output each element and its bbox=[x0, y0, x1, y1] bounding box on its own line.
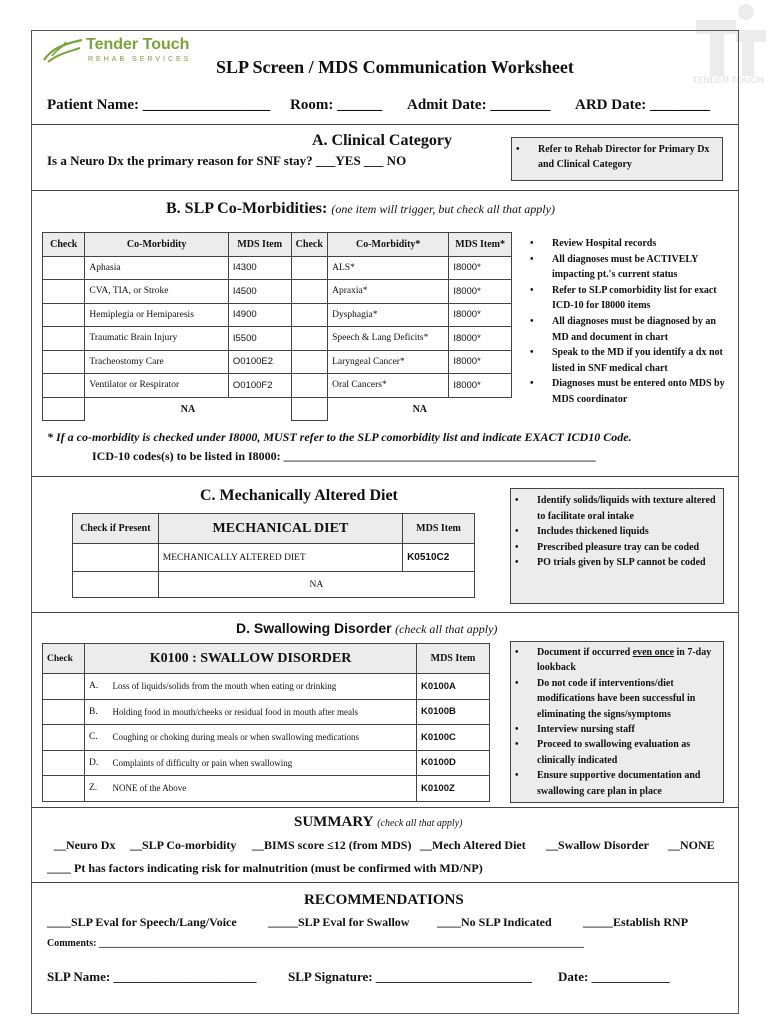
rec-no-slp[interactable]: ____No SLP Indicated bbox=[437, 915, 552, 929]
section-b-subtitle: (one item will trigger, but check all that apply) bbox=[331, 202, 555, 216]
date-field[interactable]: Date: ____________ bbox=[558, 969, 670, 984]
neuro-dx-question[interactable]: Is a Neuro Dx the primary reason for SNF stay? ___YES ___ NO bbox=[47, 153, 407, 168]
comorbidity: Aphasia bbox=[85, 256, 228, 280]
na-left[interactable]: NA bbox=[180, 403, 196, 415]
mds-item: K0510C2 bbox=[403, 544, 475, 572]
comorbidity-table bbox=[42, 232, 512, 421]
row-letter: C. bbox=[85, 725, 109, 751]
check-box[interactable] bbox=[73, 572, 159, 598]
na-option[interactable]: NA bbox=[158, 572, 474, 598]
icd-footnote: * If a co-morbidity is checked under I8000, MUST refer to the SLP comorbidity list and indicate EXACT ICD10 Code. bbox=[47, 430, 632, 444]
table-row bbox=[43, 256, 512, 280]
comorbidity: Laryngeal Cancer* bbox=[328, 350, 449, 374]
col-check-if-present: Check if Present bbox=[73, 514, 159, 544]
comorbidity: Hemiplegia or Hemiparesis bbox=[85, 303, 228, 327]
section-b-heading bbox=[166, 200, 555, 218]
na-row bbox=[73, 572, 475, 598]
slp-signature-field[interactable]: SLP Signature: ________________________ bbox=[288, 969, 532, 984]
col-comorbidity: Co-Morbidity bbox=[85, 233, 228, 257]
guideline-item: • Speak to the MD if you identify a dx not listed in SNF medical chart bbox=[526, 345, 726, 376]
section-a-note-box bbox=[511, 137, 723, 181]
col-check-2: Check bbox=[291, 233, 328, 257]
check-box[interactable] bbox=[43, 256, 85, 280]
summary-mech-altered-diet[interactable]: __Mech Altered Diet bbox=[420, 838, 526, 852]
comments-field[interactable]: Comments: _________________________________________________________________________________________________ bbox=[47, 938, 584, 949]
check-box[interactable] bbox=[43, 350, 85, 374]
disorder-text: Complaints of difficulty or pain when swallowing bbox=[109, 750, 417, 776]
table-row bbox=[43, 699, 490, 725]
summary-none[interactable]: __NONE bbox=[668, 838, 715, 852]
section-d-subtitle: (check all that apply) bbox=[395, 622, 498, 636]
section-c-title: C. Mechanically Altered Diet bbox=[200, 487, 398, 504]
table-row bbox=[43, 776, 490, 802]
comorbidity: Traumatic Brain Injury bbox=[85, 327, 228, 351]
guideline-item: • Refer to SLP comorbidity list for exact ICD-10 for I8000 items bbox=[526, 283, 726, 314]
guideline-item: • Interview nursing staff bbox=[511, 722, 721, 737]
guideline-item: • Includes thickened liquids bbox=[511, 524, 721, 540]
table-row bbox=[43, 374, 512, 398]
summary-slp-comorbidity[interactable]: __SLP Co-morbidity bbox=[130, 838, 237, 852]
check-box[interactable] bbox=[43, 776, 85, 802]
page-title: SLP Screen / MDS Communication Worksheet bbox=[216, 57, 574, 77]
divider bbox=[31, 882, 739, 883]
malnutrition-risk[interactable]: ____ Pt has factors indicating risk for malnutrition (must be confirmed with MD/NP) bbox=[47, 861, 483, 875]
table-row bbox=[73, 544, 475, 572]
mds-item: K0100B bbox=[417, 699, 490, 725]
comorbidity: Speech & Lang Deficits* bbox=[328, 327, 449, 351]
section-b-title: B. SLP Co-Morbidities: bbox=[166, 200, 328, 217]
rec-swallow-eval[interactable]: _____SLP Eval for Swallow bbox=[268, 915, 410, 929]
table-row bbox=[43, 350, 512, 374]
check-box[interactable] bbox=[43, 750, 85, 776]
summary-bims-score[interactable]: __BIMS score ≤12 (from MDS) bbox=[252, 838, 412, 852]
comorbidity: ALS* bbox=[328, 256, 449, 280]
check-box[interactable] bbox=[291, 397, 328, 421]
check-box[interactable] bbox=[43, 674, 85, 700]
mechanical-diet-table bbox=[72, 513, 475, 598]
section-a-title: A. Clinical Category bbox=[312, 132, 452, 149]
comorbidity: Oral Cancers* bbox=[328, 374, 449, 398]
mds-item: I8000* bbox=[449, 374, 512, 398]
table-row bbox=[43, 327, 512, 351]
disorder-text: Holding food in mouth/cheeks or residual food in mouth after meals bbox=[109, 699, 417, 725]
col-swallow-disorder: K0100 : SWALLOW DISORDER bbox=[85, 644, 417, 674]
guideline-item: • PO trials given by SLP cannot be coded bbox=[511, 555, 721, 571]
table-row bbox=[43, 750, 490, 776]
table-row bbox=[43, 725, 490, 751]
table-row bbox=[43, 303, 512, 327]
guideline-item: • Identify solids/liquids with texture altered to facilitate oral intake bbox=[511, 493, 721, 524]
check-box[interactable] bbox=[291, 303, 328, 327]
col-mds-item: MDS Item bbox=[403, 514, 475, 544]
section-d-title: D. Swallowing Disorder bbox=[236, 620, 392, 636]
section-b-guidelines bbox=[526, 236, 726, 408]
guideline-item: • All diagnoses must be ACTIVELY impacting pt.'s current status bbox=[526, 252, 726, 283]
check-box[interactable] bbox=[291, 280, 328, 304]
col-mds-item-2: MDS Item* bbox=[449, 233, 512, 257]
mds-item: I4900 bbox=[228, 303, 291, 327]
section-d-heading bbox=[236, 620, 497, 638]
swallow-disorder-table bbox=[42, 643, 490, 802]
divider bbox=[31, 190, 739, 191]
comorbidity: Dysphagia* bbox=[328, 303, 449, 327]
check-box[interactable] bbox=[43, 397, 85, 421]
summary-swallow-disorder[interactable]: __Swallow Disorder bbox=[546, 838, 649, 852]
divider bbox=[31, 124, 739, 125]
col-mds-item: MDS Item bbox=[228, 233, 291, 257]
logo-tagline: REHAB SERVICES bbox=[88, 56, 192, 63]
guideline-item: • Proceed to swallowing evaluation as clinically indicated bbox=[511, 737, 721, 768]
disorder-text: Coughing or choking during meals or when swallowing medications bbox=[109, 725, 417, 751]
col-check: Check bbox=[43, 644, 85, 674]
recommendations-title: RECOMMENDATIONS bbox=[304, 892, 464, 908]
rec-establish-rnp[interactable]: _____Establish RNP bbox=[583, 915, 689, 929]
mds-item: I4300 bbox=[228, 256, 291, 280]
admit-date-field[interactable]: Admit Date: ________ bbox=[407, 97, 551, 113]
comorbidity: Ventilator or Respirator bbox=[85, 374, 228, 398]
mds-item: I8000* bbox=[449, 303, 512, 327]
divider bbox=[31, 476, 739, 477]
mds-item: I8000* bbox=[449, 350, 512, 374]
section-a-note: • Refer to Rehab Director for Primary Dx and Clinical Category bbox=[512, 142, 717, 172]
rec-speech-eval[interactable]: ____SLP Eval for Speech/Lang/Voice bbox=[47, 915, 237, 929]
col-mechanical-diet: MECHANICAL DIET bbox=[158, 514, 402, 544]
summary-title: SUMMARY bbox=[294, 814, 374, 830]
check-box[interactable] bbox=[43, 303, 85, 327]
check-box[interactable] bbox=[73, 544, 159, 572]
slp-name-field[interactable]: SLP Name: ______________________ bbox=[47, 969, 257, 984]
col-mds-item: MDS Item bbox=[417, 644, 490, 674]
guideline-item: • Review Hospital records bbox=[526, 236, 726, 252]
mds-item: I5500 bbox=[228, 327, 291, 351]
check-box[interactable] bbox=[43, 725, 85, 751]
check-box[interactable] bbox=[43, 699, 85, 725]
mds-item: O0100F2 bbox=[228, 374, 291, 398]
mds-item: I8000* bbox=[449, 280, 512, 304]
na-right[interactable]: NA bbox=[412, 403, 428, 415]
mds-item: O0100E2 bbox=[228, 350, 291, 374]
comorbidity: CVA, TIA, or Stroke bbox=[85, 280, 228, 304]
mds-item: K0100C bbox=[417, 725, 490, 751]
watermark-text: TENDER TOUCH bbox=[692, 75, 764, 85]
icd-codes-field[interactable]: ICD-10 codes(s) to be listed in I8000: ____________________________________________________ bbox=[92, 449, 596, 463]
check-box[interactable] bbox=[291, 327, 328, 351]
mds-item: I8000* bbox=[449, 327, 512, 351]
row-letter: B. bbox=[85, 699, 109, 725]
summary-neuro-dx[interactable]: __Neuro Dx bbox=[54, 838, 116, 852]
check-box[interactable] bbox=[291, 374, 328, 398]
row-letter: D. bbox=[85, 750, 109, 776]
mds-item: I4500 bbox=[228, 280, 291, 304]
comorbidity: Tracheostomy Care bbox=[85, 350, 228, 374]
section-c-guidelines-box bbox=[510, 488, 724, 604]
guideline-emphasis: even once bbox=[632, 647, 675, 658]
col-check: Check bbox=[43, 233, 85, 257]
guideline-item: • All diagnoses must be diagnosed by an MD and document in chart bbox=[526, 314, 726, 345]
disorder-text: NONE of the Above bbox=[109, 776, 417, 802]
leaf-logo-icon bbox=[42, 38, 84, 64]
guideline-text: in 7-day lookback bbox=[537, 647, 712, 674]
mds-item: K0100A bbox=[417, 674, 490, 700]
summary-heading bbox=[294, 814, 462, 831]
guideline-item: • Do not code if interventions/diet modifications have been successful in eliminating the signs/symptoms bbox=[511, 676, 721, 722]
summary-subtitle: (check all that apply) bbox=[377, 818, 463, 829]
table-row bbox=[43, 280, 512, 304]
guideline-item: • Diagnoses must be entered onto MDS by MDS coordinator bbox=[526, 376, 726, 407]
check-box[interactable] bbox=[291, 350, 328, 374]
diet-label: MECHANICALLY ALTERED DIET bbox=[158, 544, 402, 572]
mds-item: K0100D bbox=[417, 750, 490, 776]
patient-name-field[interactable]: Patient Name: _________________ bbox=[47, 97, 271, 113]
ard-date-field[interactable]: ARD Date: ________ bbox=[575, 97, 710, 113]
row-letter: A. bbox=[85, 674, 109, 700]
check-box[interactable] bbox=[291, 256, 328, 280]
row-letter: Z. bbox=[85, 776, 109, 802]
guideline-item: • Prescribed pleasure tray can be coded bbox=[511, 540, 721, 556]
mds-item: K0100Z bbox=[417, 776, 490, 802]
table-row bbox=[43, 674, 490, 700]
mds-item: I8000* bbox=[449, 256, 512, 280]
check-box[interactable] bbox=[43, 327, 85, 351]
room-field[interactable]: Room: ______ bbox=[290, 97, 383, 113]
section-d-guidelines-box bbox=[510, 641, 724, 803]
logo-name: Tender Touch bbox=[86, 36, 190, 53]
guideline-item bbox=[511, 645, 721, 676]
na-row bbox=[43, 397, 512, 421]
check-box[interactable] bbox=[43, 280, 85, 304]
check-box[interactable] bbox=[43, 374, 85, 398]
col-comorbidity-2: Co-Morbidity* bbox=[328, 233, 449, 257]
disorder-text: Loss of liquids/solids from the mouth when eating or drinking bbox=[109, 674, 417, 700]
divider bbox=[31, 612, 739, 613]
guideline-item: • Ensure supportive documentation and swallowing care plan in place bbox=[511, 768, 721, 799]
guideline-text: Document if occurred bbox=[537, 647, 633, 658]
divider bbox=[31, 807, 739, 808]
comorbidity: Apraxia* bbox=[328, 280, 449, 304]
